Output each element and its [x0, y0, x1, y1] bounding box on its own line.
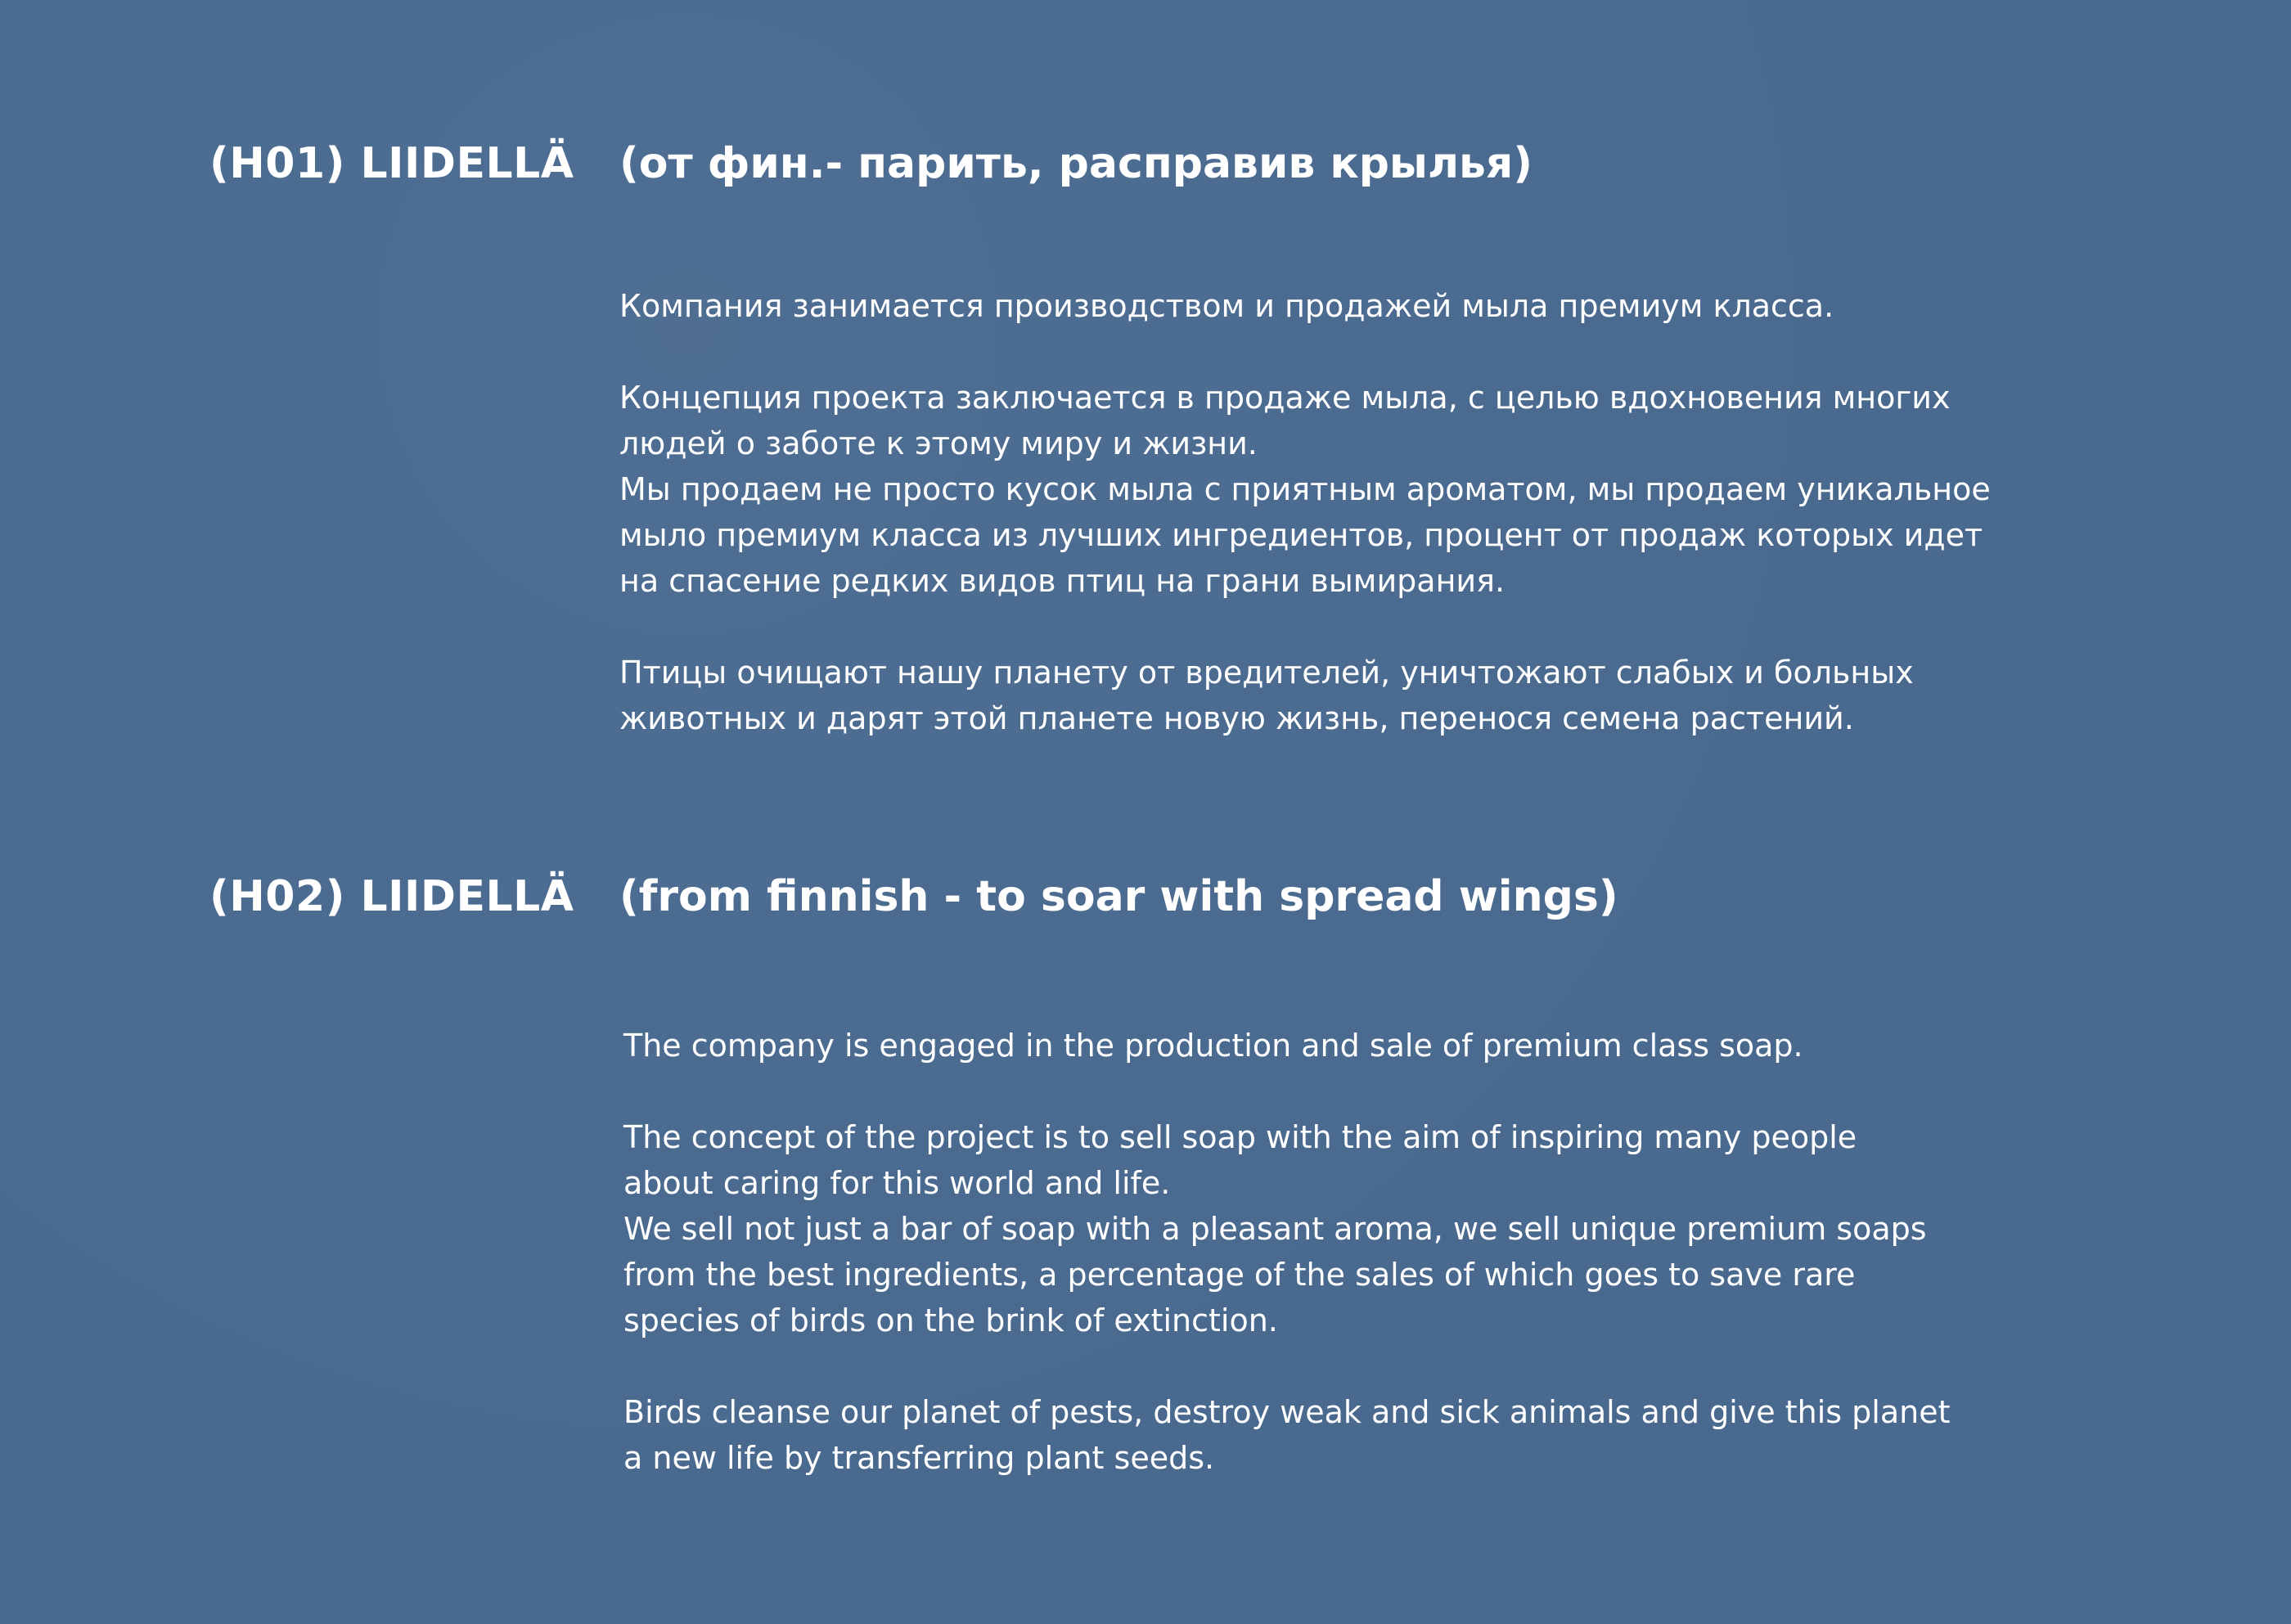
section-subtitle: (from finnish - to soar with spread wings) — [619, 872, 1618, 921]
text-line: мыло премиум класса из лучших ингредиентов, процент от продаж которых идет — [619, 517, 1983, 553]
section-subtitle: (от фин.- парить, расправив крылья) — [619, 139, 1533, 188]
text-line: species of birds on the brink of extinction. — [623, 1302, 1278, 1338]
text-line: The company is engaged in the production and sale of premium class soap. — [623, 1028, 1803, 1064]
paragraph — [619, 650, 2059, 741]
paragraph — [619, 283, 2059, 329]
section-code-title: (H02) LIIDELLÄ — [209, 872, 574, 921]
text-line: животных и дарят этой планете новую жизнь, перенося семена растений. — [619, 700, 1854, 736]
paragraph — [623, 1389, 2064, 1481]
text-line: Птицы очищают нашу планету от вредителей, уничтожают слабых и больных — [619, 655, 1914, 691]
text-line: from the best ingredients, a percentage of the sales of which goes to save rare — [623, 1257, 1856, 1293]
text-line: Мы продаем не просто кусок мыла с приятным ароматом, мы продаем уникальное — [619, 471, 1991, 507]
text-line: a new life by transferring plant seeds. — [623, 1440, 1215, 1476]
text-line: We sell not just a bar of soap with a pleasant aroma, we sell unique premium soaps — [623, 1211, 1927, 1247]
text-line: The concept of the project is to sell soap with the aim of inspiring many people — [623, 1119, 1857, 1155]
text-line: Компания занимается производством и продажей мыла премиум класса. — [619, 288, 1834, 324]
text-line: людей о заботе к этому миру и жизни. — [619, 425, 1258, 461]
section-body — [623, 1023, 2064, 1481]
paragraph — [619, 375, 2059, 604]
section-code-title: (H01) LIIDELLÄ — [209, 139, 574, 188]
text-line: Birds cleanse our planet of pests, destroy weak and sick animals and give this planet — [623, 1394, 1951, 1430]
section-body — [619, 283, 2059, 741]
paragraph — [623, 1114, 2064, 1343]
text-line: about caring for this world and life. — [623, 1165, 1171, 1201]
text-line: на спасение редких видов птиц на грани вымирания. — [619, 563, 1506, 599]
paragraph — [623, 1023, 2064, 1068]
text-line: Концепция проекта заключается в продаже мыла, с целью вдохновения многих — [619, 380, 1951, 416]
